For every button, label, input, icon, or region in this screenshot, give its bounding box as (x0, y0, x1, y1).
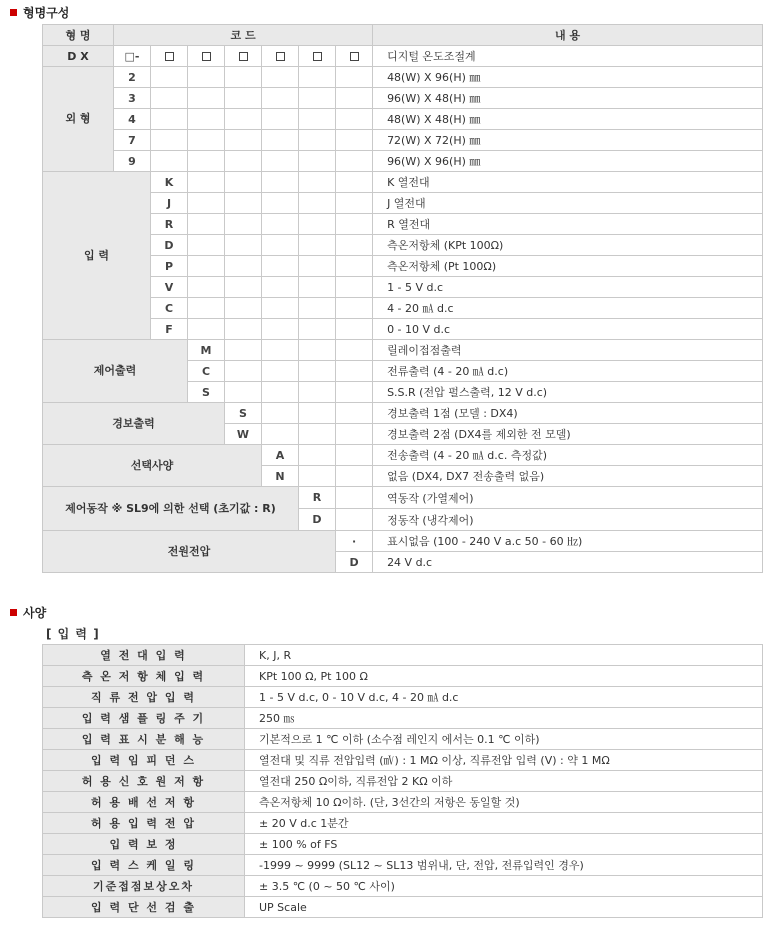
group-control: 제어출력 (43, 340, 188, 403)
model-dx: D X (43, 46, 114, 67)
desc-input: 0 - 10 V d.c (373, 319, 763, 340)
empty-cell (299, 109, 336, 130)
empty-cell (225, 235, 262, 256)
empty-cell (336, 319, 373, 340)
empty-cell (299, 340, 336, 361)
desc-input: R 열전대 (373, 214, 763, 235)
spec-label: 입 력 샘 플 링 주 기 (43, 708, 245, 729)
empty-cell (262, 340, 299, 361)
empty-cell (262, 130, 299, 151)
spec-label: 입 력 보 정 (43, 834, 245, 855)
code-box-icon (276, 52, 285, 61)
empty-cell (151, 109, 188, 130)
table-row (43, 298, 763, 319)
table-row (43, 403, 763, 424)
desc-input: 4 - 20 ㎃ d.c (373, 298, 763, 319)
empty-cell (225, 382, 262, 403)
code-placeholder (299, 46, 336, 67)
empty-cell (188, 151, 225, 172)
spec-row (43, 855, 763, 876)
code-placeholder (225, 46, 262, 67)
spec-label: 허 용 입 력 전 압 (43, 813, 245, 834)
table-row (43, 214, 763, 235)
empty-cell (336, 445, 373, 466)
empty-cell (188, 319, 225, 340)
code-input: F (151, 319, 188, 340)
spec-value: ± 3.5 ℃ (0 ~ 50 ℃ 사이) (245, 876, 763, 897)
code-control: M (188, 340, 225, 361)
code-input: K (151, 172, 188, 193)
empty-cell (336, 67, 373, 88)
empty-cell (188, 193, 225, 214)
header-code: 코 드 (114, 25, 373, 46)
desc-outer: 72(W) X 72(H) ㎜ (373, 130, 763, 151)
empty-cell (262, 298, 299, 319)
empty-cell (336, 509, 373, 531)
spec-value: ± 100 % of FS (245, 834, 763, 855)
spec-label: 열 전 대 입 력 (43, 645, 245, 666)
spec-row (43, 897, 763, 918)
code-outer: 9 (114, 151, 151, 172)
spec-row (43, 687, 763, 708)
empty-cell (225, 109, 262, 130)
empty-cell (188, 298, 225, 319)
spec-row (43, 645, 763, 666)
spec-value: -1999 ~ 9999 (SL12 ~ SL13 범위내, 단, 전압, 전류입력인 경우) (245, 855, 763, 876)
empty-cell (188, 67, 225, 88)
empty-cell (299, 193, 336, 214)
code-outer: 4 (114, 109, 151, 130)
code-input: J (151, 193, 188, 214)
code-input: V (151, 277, 188, 298)
empty-cell (336, 235, 373, 256)
table-row (43, 130, 763, 151)
spec-value: 열전대 250 Ω이하, 직류전압 2 KΩ 이하 (245, 771, 763, 792)
empty-cell (336, 424, 373, 445)
section-title-model: 형명구성 (10, 4, 69, 21)
spec-row (43, 666, 763, 687)
group-input: 입 력 (43, 172, 151, 340)
empty-cell (299, 88, 336, 109)
red-square-icon (10, 609, 17, 616)
code-control: C (188, 361, 225, 382)
table-row (43, 487, 763, 509)
table-row (43, 109, 763, 130)
desc-input: 측온저항체 (Pt 100Ω) (373, 256, 763, 277)
empty-cell (225, 277, 262, 298)
empty-cell (151, 67, 188, 88)
empty-cell (336, 298, 373, 319)
code-input: C (151, 298, 188, 319)
empty-cell (188, 277, 225, 298)
header-model: 형 명 (43, 25, 114, 46)
table-row (43, 67, 763, 88)
spec-label: 입 력 표 시 분 해 능 (43, 729, 245, 750)
empty-cell (299, 172, 336, 193)
desc-action: 정동작 (냉각제어) (373, 509, 763, 531)
empty-cell (151, 130, 188, 151)
spec-label: 허 용 배 선 저 항 (43, 792, 245, 813)
empty-cell (225, 67, 262, 88)
desc-option: 없음 (DX4, DX7 전송출력 없음) (373, 466, 763, 487)
empty-cell (299, 130, 336, 151)
empty-cell (336, 151, 373, 172)
spec-table (42, 644, 763, 918)
empty-cell (299, 361, 336, 382)
empty-cell (336, 172, 373, 193)
empty-cell (262, 67, 299, 88)
table-row (43, 172, 763, 193)
code-outer: 3 (114, 88, 151, 109)
code-box-icon (313, 52, 322, 61)
desc-input: J 열전대 (373, 193, 763, 214)
empty-cell (225, 88, 262, 109)
table-row (43, 319, 763, 340)
empty-cell (299, 214, 336, 235)
code-alarm: S (225, 403, 262, 424)
desc-power: 표시없음 (100 - 240 V a.c 50 - 60 ㎐) (373, 531, 763, 552)
code-box-icon (202, 52, 211, 61)
empty-cell (225, 130, 262, 151)
empty-cell (299, 151, 336, 172)
spec-value: 1 - 5 V d.c, 0 - 10 V d.c, 4 - 20 ㎃ d.c (245, 687, 763, 708)
spec-label: 기준접점보상오차 (43, 876, 245, 897)
desc-outer: 96(W) X 96(H) ㎜ (373, 151, 763, 172)
desc-control: 전류출력 (4 - 20 ㎃ d.c) (373, 361, 763, 382)
desc-alarm: 경보출력 1점 (모델 : DX4) (373, 403, 763, 424)
desc-input: 측온저항체 (KPt 100Ω) (373, 235, 763, 256)
desc-dx: 디지털 온도조절계 (373, 46, 763, 67)
code-action: D (299, 509, 336, 531)
empty-cell (336, 214, 373, 235)
spec-label: 입 력 임 피 던 스 (43, 750, 245, 771)
group-action: 제어동작 ※ SL9에 의한 선택 (초기값 : R) (43, 487, 299, 531)
code-outer: 7 (114, 130, 151, 151)
empty-cell (225, 340, 262, 361)
table-row (43, 340, 763, 361)
code-box-icon (239, 52, 248, 61)
spec-row (43, 876, 763, 897)
empty-cell (188, 214, 225, 235)
spec-row (43, 729, 763, 750)
empty-cell (299, 235, 336, 256)
desc-control: S.S.R (전압 펄스출력, 12 V d.c) (373, 382, 763, 403)
desc-option: 전송출력 (4 - 20 ㎃ d.c. 측정값) (373, 445, 763, 466)
spec-value: UP Scale (245, 897, 763, 918)
empty-cell (336, 403, 373, 424)
empty-cell (151, 88, 188, 109)
empty-cell (336, 382, 373, 403)
empty-cell (336, 130, 373, 151)
empty-cell (188, 88, 225, 109)
empty-cell (225, 256, 262, 277)
empty-cell (299, 319, 336, 340)
empty-cell (262, 214, 299, 235)
empty-cell (262, 172, 299, 193)
spec-row (43, 813, 763, 834)
empty-cell (299, 298, 336, 319)
table-row (43, 445, 763, 466)
table-row (43, 25, 763, 46)
code-input: P (151, 256, 188, 277)
code-box-icon (350, 52, 359, 61)
code-alarm: W (225, 424, 262, 445)
empty-cell (262, 256, 299, 277)
empty-cell (299, 277, 336, 298)
spec-value: K, J, R (245, 645, 763, 666)
spec-row (43, 792, 763, 813)
desc-power: 24 V d.c (373, 552, 763, 573)
desc-action: 역동작 (가열제어) (373, 487, 763, 509)
empty-cell (262, 382, 299, 403)
empty-cell (188, 109, 225, 130)
spec-value: ± 20 V d.c 1분간 (245, 813, 763, 834)
empty-cell (336, 466, 373, 487)
model-table (42, 24, 763, 573)
spec-value: 기본적으로 1 ℃ 이하 (소수점 레인지 에서는 0.1 ℃ 이하) (245, 729, 763, 750)
table-row (43, 193, 763, 214)
spec-row (43, 708, 763, 729)
code-input: R (151, 214, 188, 235)
spec-row (43, 771, 763, 792)
spec-row (43, 750, 763, 771)
desc-outer: 48(W) X 96(H) ㎜ (373, 67, 763, 88)
empty-cell (336, 361, 373, 382)
empty-cell (299, 256, 336, 277)
code-action: R (299, 487, 336, 509)
desc-outer: 48(W) X 48(H) ㎜ (373, 109, 763, 130)
spec-value: 측온저항체 10 Ω이하. (단, 3선간의 저항은 동일할 것) (245, 792, 763, 813)
spec-label: 측 온 저 항 체 입 력 (43, 666, 245, 687)
empty-cell (225, 298, 262, 319)
empty-cell (299, 403, 336, 424)
empty-cell (188, 256, 225, 277)
spec-label: 입 력 단 선 검 출 (43, 897, 245, 918)
code-control: S (188, 382, 225, 403)
desc-outer: 96(W) X 48(H) ㎜ (373, 88, 763, 109)
empty-cell (299, 445, 336, 466)
empty-cell (262, 424, 299, 445)
empty-cell (336, 193, 373, 214)
spec-row (43, 834, 763, 855)
empty-cell (188, 235, 225, 256)
empty-cell (225, 172, 262, 193)
empty-cell (299, 424, 336, 445)
table-row (43, 46, 763, 67)
table-row (43, 531, 763, 552)
table-row (43, 277, 763, 298)
header-content: 내 용 (373, 25, 763, 46)
table-row (43, 256, 763, 277)
table-row (43, 88, 763, 109)
empty-cell (336, 256, 373, 277)
empty-cell (299, 382, 336, 403)
spec-label: 허 용 신 호 원 저 항 (43, 771, 245, 792)
code-placeholder (151, 46, 188, 67)
empty-cell (262, 193, 299, 214)
empty-cell (151, 151, 188, 172)
group-alarm: 경보출력 (43, 403, 225, 445)
empty-cell (262, 403, 299, 424)
code-first: □- (114, 46, 151, 67)
code-power: D (336, 552, 373, 573)
empty-cell (262, 109, 299, 130)
empty-cell (225, 361, 262, 382)
empty-cell (336, 340, 373, 361)
desc-control: 릴레이접점출력 (373, 340, 763, 361)
code-outer: 2 (114, 67, 151, 88)
empty-cell (225, 214, 262, 235)
empty-cell (188, 130, 225, 151)
code-placeholder (262, 46, 299, 67)
code-placeholder (188, 46, 225, 67)
empty-cell (225, 319, 262, 340)
empty-cell (262, 319, 299, 340)
code-option: N (262, 466, 299, 487)
desc-alarm: 경보출력 2점 (DX4를 제외한 전 모델) (373, 424, 763, 445)
code-input: D (151, 235, 188, 256)
spec-label: 입 력 스 케 일 링 (43, 855, 245, 876)
code-option: A (262, 445, 299, 466)
empty-cell (336, 277, 373, 298)
empty-cell (188, 172, 225, 193)
empty-cell (262, 151, 299, 172)
table-row (43, 235, 763, 256)
group-option: 선택사양 (43, 445, 262, 487)
desc-input: 1 - 5 V d.c (373, 277, 763, 298)
empty-cell (262, 88, 299, 109)
empty-cell (299, 466, 336, 487)
red-square-icon (10, 9, 17, 16)
empty-cell (299, 67, 336, 88)
empty-cell (225, 193, 262, 214)
empty-cell (262, 277, 299, 298)
empty-cell (225, 151, 262, 172)
code-power: · (336, 531, 373, 552)
table-row (43, 151, 763, 172)
empty-cell (262, 235, 299, 256)
spec-value: KPt 100 Ω, Pt 100 Ω (245, 666, 763, 687)
section-title-spec: 사양 (10, 604, 46, 621)
desc-input: K 열전대 (373, 172, 763, 193)
spec-label: 직 류 전 압 입 력 (43, 687, 245, 708)
spec-subtitle: [ 입 력 ] (46, 627, 100, 641)
empty-cell (262, 361, 299, 382)
code-box-icon (165, 52, 174, 61)
empty-cell (336, 88, 373, 109)
empty-cell (336, 487, 373, 509)
group-power: 전원전압 (43, 531, 336, 573)
spec-value: 열전대 및 직류 전압입력 (㎷) : 1 MΩ 이상, 직류전압 입력 (V) : 약 1 MΩ (245, 750, 763, 771)
code-placeholder (336, 46, 373, 67)
spec-value: 250 ㎳ (245, 708, 763, 729)
group-outer: 외 형 (43, 67, 114, 172)
empty-cell (336, 109, 373, 130)
